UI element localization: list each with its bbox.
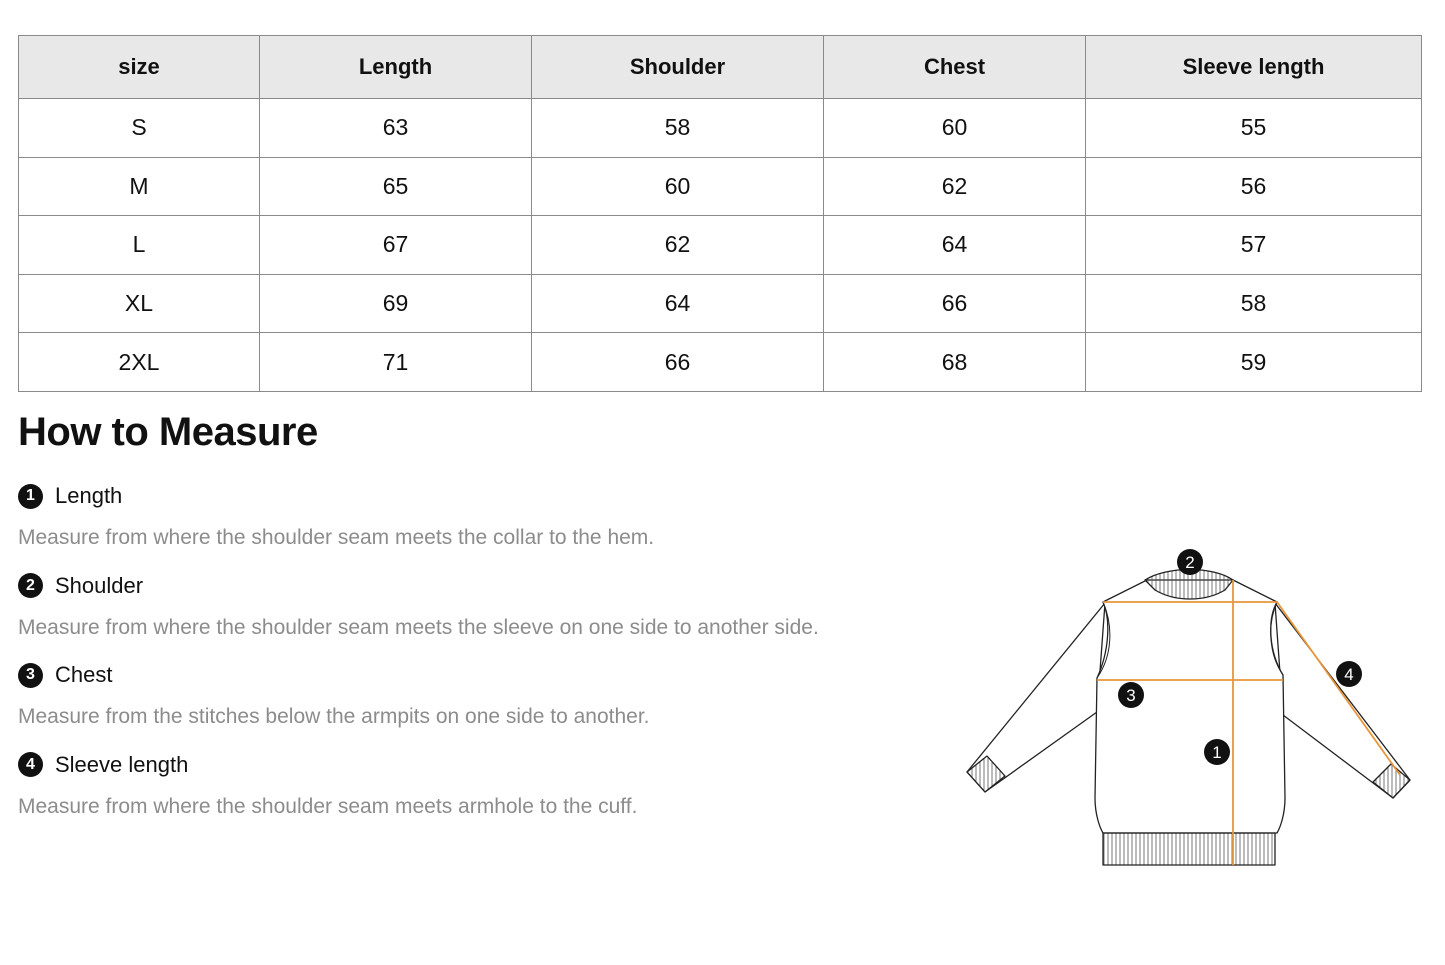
step-description: Measure from the stitches below the armpits on one side to another. [18, 705, 650, 728]
svg-text:3: 3 [1126, 686, 1136, 705]
cell-length: 69 [260, 274, 532, 333]
cell-sleeve-length: 58 [1086, 274, 1422, 333]
header-shoulder: Shoulder [532, 36, 824, 99]
cell-chest: 62 [824, 157, 1086, 216]
cell-shoulder: 60 [532, 157, 824, 216]
cell-sleeve-length: 59 [1086, 333, 1422, 392]
cell-shoulder: 58 [532, 99, 824, 158]
number-3-icon: 3 [18, 663, 43, 688]
header-sleeve-length: Sleeve length [1086, 36, 1422, 99]
sweater-diagram-icon [955, 540, 1425, 875]
cell-length: 65 [260, 157, 532, 216]
header-size: size [19, 36, 260, 99]
step-heading [18, 657, 112, 693]
number-4-icon: 4 [18, 752, 43, 777]
cell-size: L [19, 216, 260, 275]
cell-size: XL [19, 274, 260, 333]
table-row [19, 99, 1422, 158]
step-description: Measure from where the shoulder seam meets armhole to the cuff. [18, 794, 638, 818]
cell-length: 67 [260, 216, 532, 275]
step-label: Sleeve length [55, 751, 189, 777]
cell-shoulder: 62 [532, 216, 824, 275]
step-label: Shoulder [55, 572, 144, 598]
cell-size: 2XL [19, 333, 260, 392]
step-description: Measure from where the shoulder seam meets the collar to the hem. [18, 526, 655, 549]
svg-text:4: 4 [1344, 665, 1354, 684]
step-sleeve-length [18, 747, 918, 837]
step-shoulder [18, 568, 918, 658]
step-label: Chest [55, 662, 113, 687]
cell-size: S [19, 99, 260, 158]
cell-sleeve-length: 56 [1086, 157, 1422, 216]
cell-shoulder: 66 [532, 333, 824, 392]
size-chart-table [18, 35, 1422, 392]
number-2-icon: 2 [18, 573, 43, 598]
cell-sleeve-length: 57 [1086, 216, 1422, 275]
step-label: Length [55, 483, 123, 508]
table-row [19, 333, 1422, 392]
marker-1 [1204, 739, 1230, 765]
cell-size: M [19, 157, 260, 216]
step-length [18, 478, 918, 568]
step-chest [18, 657, 918, 747]
svg-text:2: 2 [1185, 553, 1195, 572]
table-row [19, 216, 1422, 275]
step-description: Measure from where the shoulder seam meets the sleeve on one side to another side. [18, 615, 819, 639]
svg-text:1: 1 [1212, 743, 1222, 762]
cell-chest: 68 [824, 333, 1086, 392]
step-heading [18, 568, 143, 604]
header-length: Length [260, 36, 532, 99]
marker-2 [1177, 549, 1203, 575]
cell-chest: 60 [824, 99, 1086, 158]
number-1-icon: 1 [18, 484, 43, 509]
table-row [19, 274, 1422, 333]
table-row [19, 157, 1422, 216]
cell-length: 71 [260, 333, 532, 392]
cell-sleeve-length: 55 [1086, 99, 1422, 158]
hem [1103, 833, 1275, 865]
sweater-body [1095, 580, 1285, 833]
marker-4 [1336, 661, 1362, 687]
header-chest: Chest [824, 36, 1086, 99]
marker-3 [1118, 682, 1144, 708]
cell-length: 63 [260, 99, 532, 158]
step-heading [18, 478, 122, 514]
step-heading [18, 747, 188, 783]
cell-shoulder: 64 [532, 274, 824, 333]
cell-chest: 66 [824, 274, 1086, 333]
cell-chest: 64 [824, 216, 1086, 275]
measure-steps-list [18, 478, 918, 836]
table-header-row [19, 36, 1422, 99]
how-to-measure-title: How to Measure [18, 410, 318, 454]
